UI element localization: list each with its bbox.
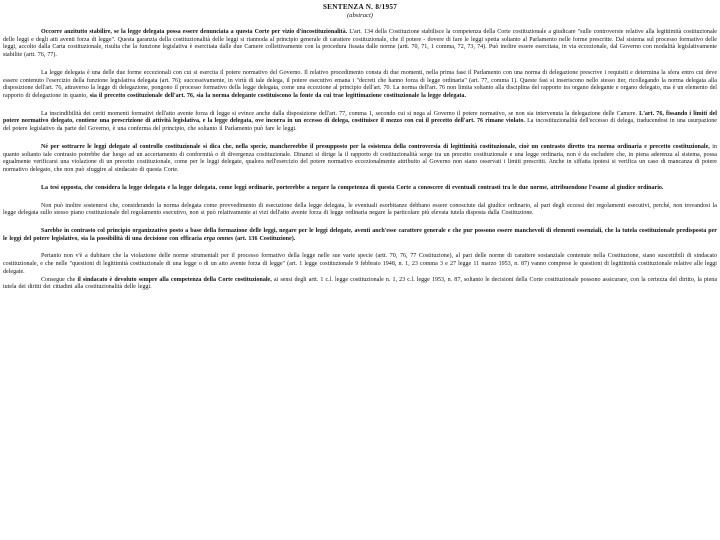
paragraph-text: il sindacato è devoluto sempre alla competenza della Corte costituzionale, <box>77 276 272 283</box>
document-subtitle: (abstract) <box>346 12 373 19</box>
paragraph <box>3 111 717 134</box>
paragraph <box>3 29 717 60</box>
paragraph-text: Né per sottrarre le leggi delegate al controllo costituzionale si dica che, nella specie, manchereebbe il presupposto per la esistenza della controversia di legittimità costituzionale, cioè un contrasto diretto tra norma ordinaria e precetto costituzionale, <box>41 143 710 150</box>
paragraph-text: L'art. 134 della Costituzione stabilisce la competenza della Corte costituzionale a giudicare "sulle controversie relative alla legittimità costituzionale delle leggi e degli atti aventi forza di legge". Questa garanzia della costituzionalità delle leggi si riannoda al principio generale di carattere costituzionale, che il potere - dovere di fare le leggi spetta soltanto al Parlamento nelle forme prescritte. Dal sistema sul processo formativo delle leggi, accolto dalla Carta costituzionale, risulta che la funzione legislativa è esercitata dalle due Camere collettivamente con la procedura fissata dalle norme (artt. 70, 71, 1 comma, 72, 73, 74). Può inoltre essere esercitata, in via eccezionale, dal Governo con modalità legislativamente stabilite (artt. 76, 77). <box>3 29 717 59</box>
paragraph-text: (art. 136 Costituzione). <box>233 235 296 242</box>
paragraph <box>3 228 717 243</box>
paragraph-text: Consegue che <box>41 276 78 283</box>
document-title: SENTENZA N. 8/1957 <box>322 3 398 11</box>
paragraph <box>3 277 717 292</box>
paragraph-text: L'art. 76, fissando i limiti del potere normativo delegato, contiene una prescrizione di attività legislativa, e la legge delegata, ove incorra in un eccesso di delega, costituisce il mezzo con cui il precetto dell'art. 76 rimane violato. <box>3 110 717 125</box>
paragraph-text: Occorre anzitutto stabilire, se la legge delegata possa essere denunciata a questa Corte per vizio d'incostituzionalità. <box>41 29 348 35</box>
paragraph <box>3 185 717 193</box>
paragraph-text: La tesi opposta, che considera la legge delegata e la legge delegata, come leggi ordinarie, porterebbe a negare la competenza di questa Corte a conoscere di eventuali contrasti tra le due norme, attribuendone l'esame al giudice ordinario. <box>41 184 664 191</box>
paragraph-text: Pertanto non v'è a dubitare che la violazione delle norme strumentali per il processo formativo della legge nelle sue varie specie (artt. 70, 76, 77 Costituzione), al pari delle norme di carattere sostanziale contenute nella Costituzione, siano suscettibili di sindacato costituzionale, e che nelle "questioni di legittimità costituzionale di una legge o di un atto avente forza di legge" (art. 1 legge costituzionale 9 febbraio 1948, n. 1, 23 comma 3 e 27 legge 11 marzo 1953, n. 87) vanno comprese le questioni di legittimità costituzionale relative alle leggi delegate. <box>3 253 717 275</box>
paragraph-text: erga omnes <box>203 235 234 242</box>
paragraph <box>3 203 717 218</box>
paragraph <box>3 253 717 276</box>
paragraph-text: Non può inoltre sostenersi che, considerando la norma delegata come provvedimento di esecuzione della legge delegata, le eventuali esorbitanze debbano essere conosciute dal giudice ordinario, al pari degli eccessi dei regolamenti esecutivi, perché, non trovandosi la legge delegata sullo stesso piano costituzionale del regolamento esecutivo, non si può relativamente ai vizi dell'atto avente forza di legge ordinaria negare la particolare più elevata tutela disposta dalla Costituzione. <box>3 202 717 217</box>
paragraph-text: La inscindibilità dei ceriti momenti formativi dell'atto avente forza di legge si evince anche dalla disposizione dell'art. 77, comma 1, secondo cui si nega al Governo il potere normativo, se non sia intervenuta la delegazione delle Camere. <box>41 110 640 117</box>
paragraph <box>3 144 717 175</box>
paragraph <box>3 70 717 101</box>
paragraph-text: in quanto soltanto tale contrasto potrebbe dar luogo ad un accertamento di conformità o di divergenza costituzionale. Dinanzi si dirige la il rapporto di costituzionalità sorge tra un precetto costituzionale e una legge ordinaria, non è da escludere che, in piena aderenza al sistema, possa egualmente verificarsi una violazione di un precetto costituzionale, come per le leggi delegate, qualora nell'esercizio del potere normativo eccezionalmente attribuito al Governo non siano osservati i limiti prescritti. Anche in siffatta ipotesi si verifica un caso di mancanza di potere normativo delegato, che non può sfuggire al sindacato di questa Corte. <box>3 143 717 174</box>
document-body <box>3 29 717 292</box>
paragraph-text: La incostituzionalità dell'eccesso di delega, traducendosi in una usurpazione del potere legislativo da parte del Governo, è una conferma del principio, che soltanto il Parlamento può fare le leggi. <box>3 118 717 133</box>
paragraph-text: ai sensi degli artt. 1 c.l. legge costituzionale n. 1, 23 c.l. legge 1953, n. 87, soltanto le decisioni della Corte costituzionale possono assicurare, con la certezza del diritto, la piena tutela dei diritti dei cittadini alla costituzionalità delle leggi. <box>3 276 718 291</box>
paragraph-text: Sarebbe in contrasto col principio organizzativo posto a base della formazione delle leggi, negare per le leggi delegate, aventi anch'esse carattere generale e che pur possono essere manchevoli di elementi essenziali, che la tutela costituzionale predisposta per le leggi del potere legislativo, sia la possibilità di una decisione con efficacia <box>3 227 717 242</box>
paragraph-text: sia il precetto costituzionale dell'art. 76, sia la norma delegante costituiscono la fonte da cui trae legittimazione costituzionale la legge delegata. <box>89 93 466 100</box>
paragraph-text: La legge delegata è una delle due forme eccezionali con cui si esercita il potere normativo del Governo. Il relativo procedimento consta di due momenti, nella prima fase il Parlamento con una norma di delegazione prescrive i requisiti e determina la sfera entro cui deve essere contenuto l'esercizio della funzione legislativa delegata (art. 76); successivamente, in virtù di tale delega, il potere esecutivo emana i "decreti che hanno forza di legge ordinaria" (art. 77, comma 1). Queste fasi si inseriscono nello stesso iter, ricollegando la norma delegata alla disposizione dell'art. 76, attraverso la legge di delegazione, pongono il processo formativo della legge delegata, come una eccezione al principio dell'art. 70. La norma dell'art. 76 non limita soltanto alla disciplina del rapporto tra organo delegante e organo delegato, ma è un elemento del rapporto di delegazione in quanto, <box>3 69 717 100</box>
document-page <box>3 3 717 302</box>
